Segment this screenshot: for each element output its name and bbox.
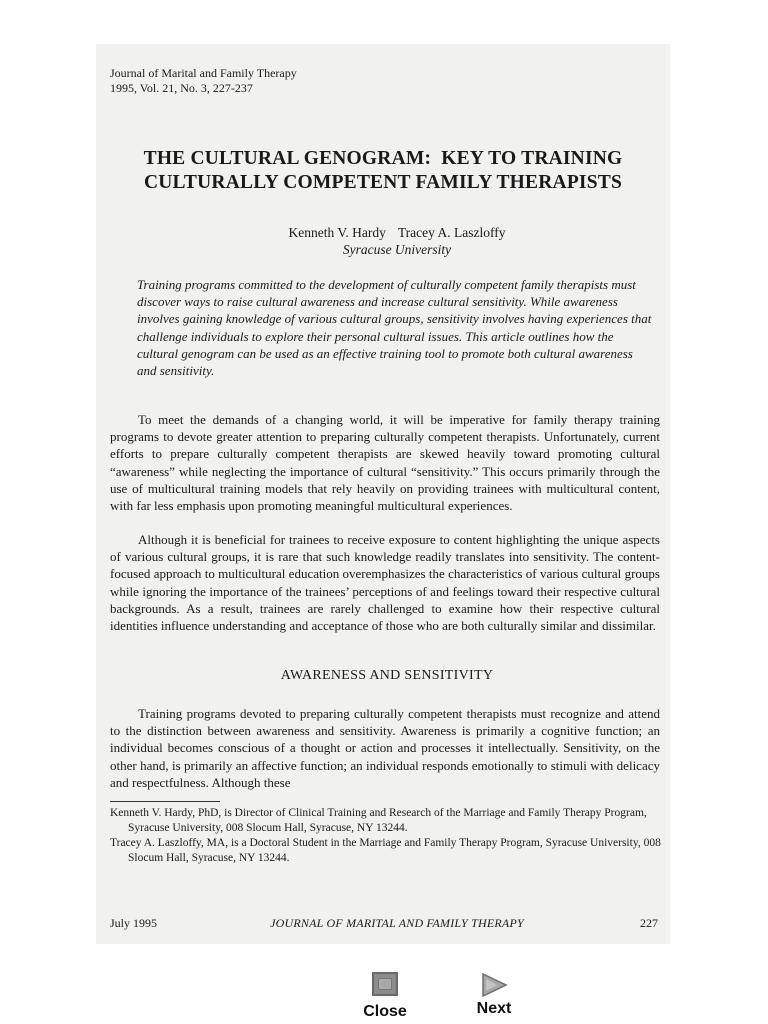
page-number: 227 [640,916,658,930]
close-label: Close [363,1003,407,1020]
title-line-2: CULTURALLY COMPETENT FAMILY THERAPISTS [143,172,623,193]
author-1: Kenneth V. Hardy [288,225,386,240]
play-arrow-icon [464,972,524,998]
close-square-icon [372,972,398,996]
paragraph-1: To meet the demands of a changing world, it will be imperative for family therapy training programs to devote greater attention to preparing culturally competent therapists. Unfortunately, current efforts to prepare culturally competent therapists are skewed heavily toward promoting cultural “awareness” while neglecting the importance of cultural “sensitivity.” This occurs primarily through the use of multicultural training models that rely heavily on providing trainees with multicultural content, with far less emphasis upon promoting meaningful multicultural experiences. [110,412,660,514]
abstract: Training programs committed to the development of culturally competent family therapists must discover ways to raise cultural awareness and increase cultural sensitivity. While awareness involves gaining knowledge of various cultural groups, sensitivity involves having experiences that challenge individuals to explore their personal cultural issues. This article outlines how the cultural genogram can be used as an effective training tool to promote both cultural awareness and sensitivity. [137,277,652,379]
footnote-divider [110,801,220,802]
paragraph-2: Although it is beneficial for trainees to receive exposure to content highlighting the unique aspects of various cultural groups, it is rare that such knowledge readily translates into sensitivity. The content-focused approach to multicultural education overemphasizes the characteristics of various cultural groups while ignoring the importance of the trainees’ perceptions of and feelings toward their respective cultural backgrounds. As a result, trainees are rarely challenged to examine how their respective cultural identities influence understanding and acceptance of those who are both culturally similar and dissimilar. [110,532,660,634]
footnote-1: Kenneth V. Hardy, PhD, is Director of Clinical Training and Research of the Marriage and Family Therapy Program, Syracuse University, 008 Slocum Hall, Syracuse, NY 13244. [110,807,647,834]
close-button[interactable] [355,972,415,1021]
section-heading: AWARENESS AND SENSITIVITY [280,668,494,683]
journal-name: Journal of Marital and Family Therapy [110,66,297,80]
journal-header [110,66,297,96]
footer-date: July 1995 [110,916,158,930]
paragraph-3: Training programs devoted to preparing culturally competent therapists must recognize and attend to the distinction between awareness and sensitivity. Awareness is primarily a cognitive function; an individual becomes conscious of a thought or action and processes it intellectually. Sensitivity, on the other hand, is primarily an affective function; an individual responds emotionally to stimuli with delicacy and respectfulness. Although these [110,706,660,790]
footnote-2: Tracey A. Laszloffy, MA, is a Doctoral Student in the Marriage and Family Therapy Program, Syracuse University, 008 Slocum Hall, Syracuse, NY 13244. [110,837,661,864]
affiliation: Syracuse University [342,242,452,257]
article-title [96,147,670,195]
journal-citation: 1995, Vol. 21, No. 3, 227-237 [110,81,253,95]
next-label: Next [476,1000,512,1017]
author-2: Tracey A. Laszloffy [397,225,506,240]
footer-journal: JOURNAL OF MARITAL AND FAMILY THERAPY [270,916,524,930]
authors [96,224,698,241]
title-line-1: THE CULTURAL GENOGRAM: KEY TO TRAINING [143,148,623,169]
next-button[interactable] [464,972,524,1018]
